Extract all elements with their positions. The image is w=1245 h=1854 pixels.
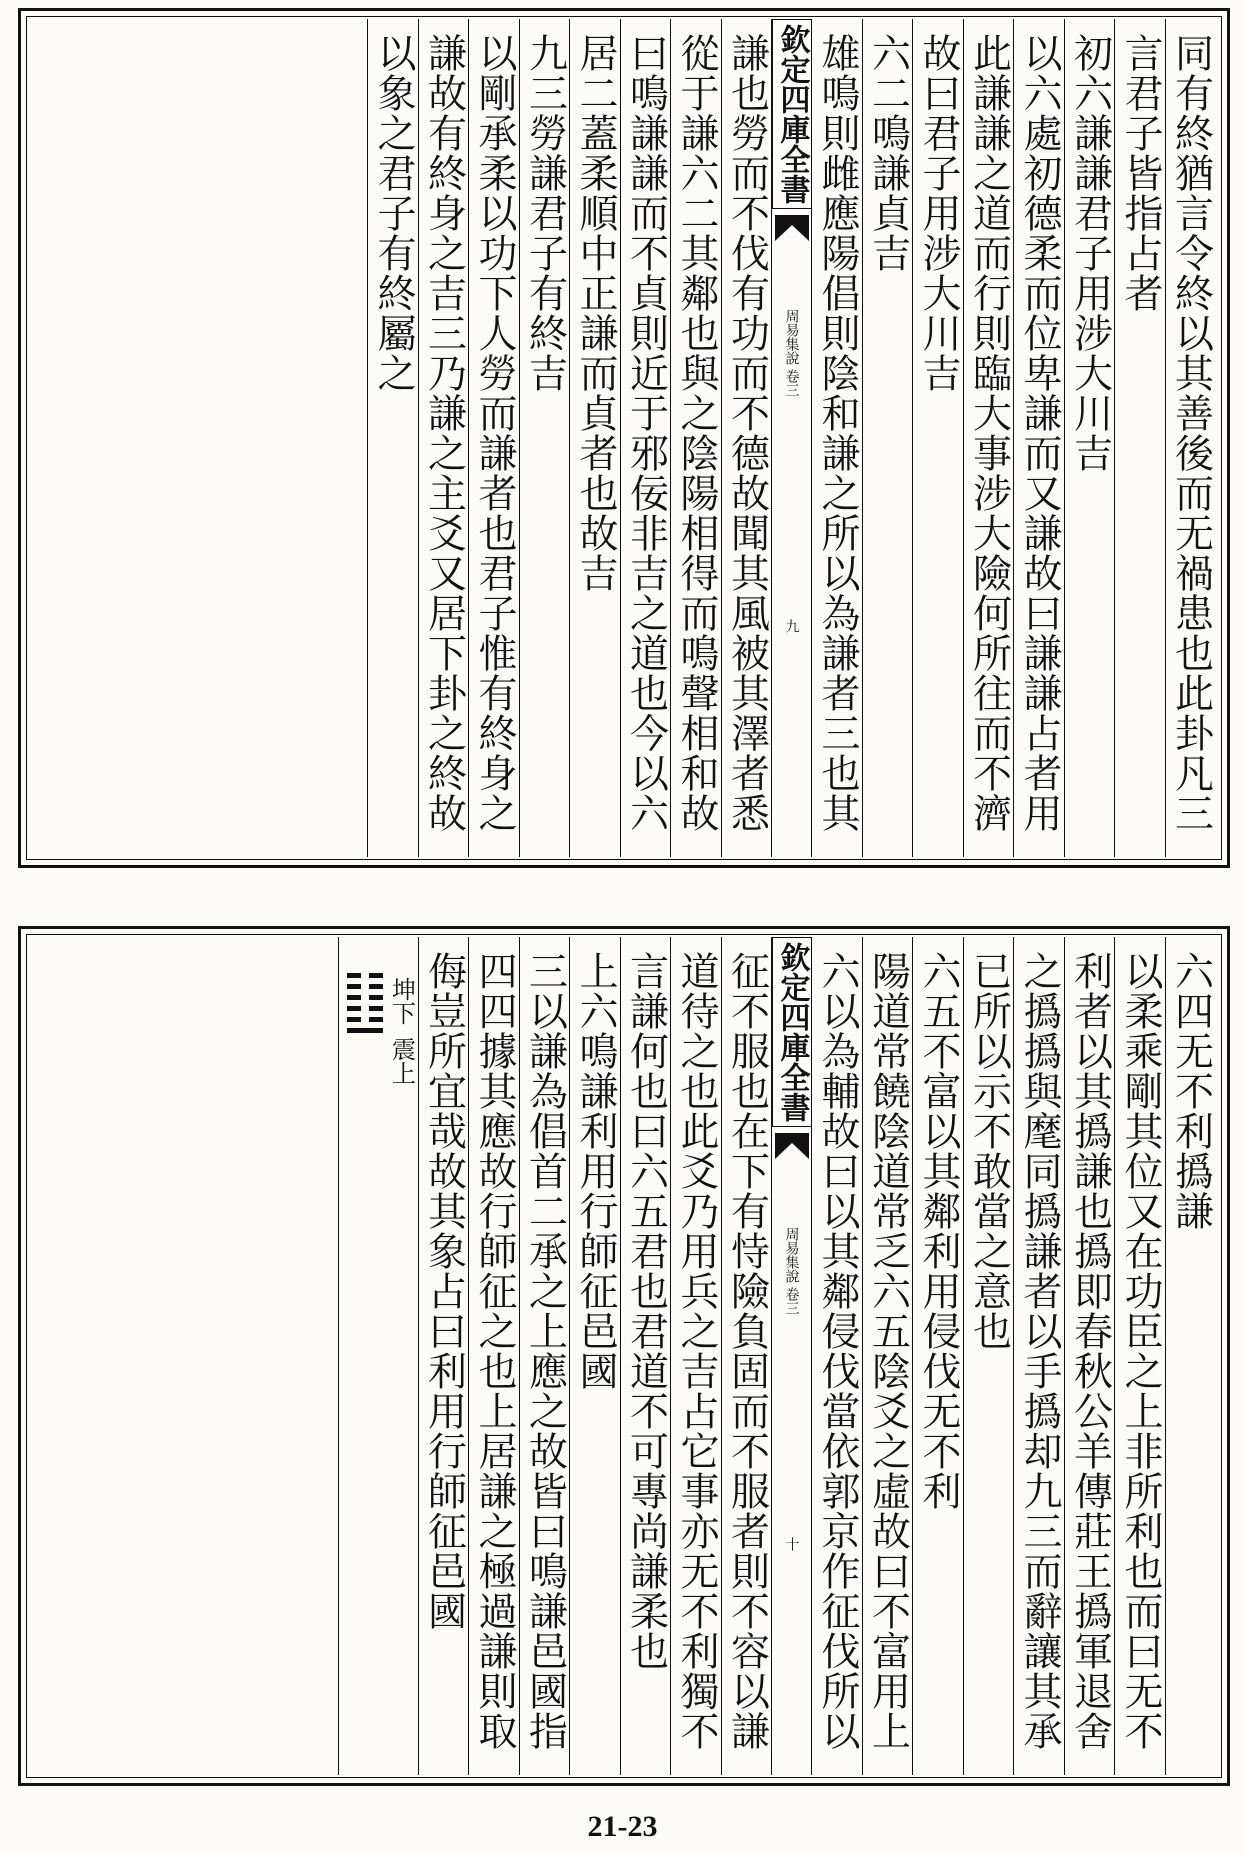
text-column [569,19,620,857]
juan-label: 卷三 [783,369,800,397]
text-column [862,19,913,857]
text-column [1013,19,1064,857]
column-text: 以象之君子有終屬之 [371,33,416,393]
page-number: 21-23 [587,1810,658,1843]
column-text: 六二鳴謙貞吉 [865,33,911,273]
column-text: 征不服也在下有恃險負固而不服者則不容以謙 [724,951,770,1751]
text-column [670,19,721,857]
bottom-page [18,926,1230,1786]
text-column [468,937,519,1775]
column-text: 之撝撝與麾同撝謙者以手撝却九三而辭讓其承 [1017,951,1062,1751]
column-text: 此謙謙之道而行則臨大事涉大險何所往而不濟 [966,33,1012,833]
column-text: 以剛承柔以功下人勞而謙者也君子惟有終身之 [472,33,517,833]
text-column [418,937,469,1775]
bottom-columns [338,937,1216,1775]
text-column [721,937,772,1775]
text-column [811,937,862,1775]
column-text: 六四无不利撝謙 [1168,951,1214,1231]
column-text: 四四據其應故行師征之也上居謙之極過謙則取 [472,951,517,1751]
column-text: 利者以其撝謙也撝即春秋公羊傳莊王撝軍退舍 [1067,951,1113,1751]
text-column [1064,937,1115,1775]
fish-tail-icon [775,1133,809,1167]
column-text: 言謙何也曰六五君也君道不可專尚謙柔也 [623,951,669,1671]
column-text: 同有終猶言令終以其善後而无禍患也此卦凡三 [1168,33,1214,833]
text-column [721,19,772,857]
folio-number: 十 [783,1537,800,1551]
column-text: 已所以示不敢當之意也 [966,951,1012,1351]
juan-label: 卷三 [783,1287,800,1315]
text-column [620,937,671,1775]
column-text: 居二蓋柔順中正謙而貞者也故吉 [573,33,618,593]
column-text: 上六鳴謙利用行師征邑國 [573,951,618,1391]
text-column [367,19,418,857]
trigram-lower-label: 坤下 [387,977,416,1025]
center-gutter [771,937,811,1775]
text-column [418,19,469,857]
hexagram-column [338,937,418,1775]
sub-title: 周易集說 [783,309,800,365]
center-gutter [771,19,811,857]
text-column [519,937,570,1775]
sub-title: 周易集說 [783,1227,800,1283]
fish-tail-icon [775,215,809,249]
text-column [519,19,570,857]
text-column [811,19,862,857]
folio-number: 九 [783,619,800,633]
top-columns [367,19,1215,857]
text-column [912,937,963,1775]
text-column [1013,937,1064,1775]
top-page [18,8,1230,868]
column-text: 謙故有終身之吉三乃謙之主爻又居下卦之終故 [421,33,467,833]
column-text: 陽道常饒陰道常乏六五陰爻之虛故曰不富用上 [865,951,911,1751]
column-text: 雄鳴則雌應陽倡則陰和謙之所以為謙者三也其 [815,33,860,833]
text-column [1165,19,1216,857]
gutter-subtitle [784,309,800,397]
gutter-subtitle [784,1227,800,1315]
column-text: 侮豈所宜哉故其象占曰利用行師征邑國 [421,951,467,1631]
text-column [620,19,671,857]
book-title: 欽定四庫全書 [772,19,812,209]
column-text: 故曰君子用涉大川吉 [916,33,961,393]
column-text: 從于謙六二其鄰也與之陰陽相得而鳴聲相和故 [674,33,719,833]
column-text: 六以為輔故曰以其鄰侵伐當依郭京作征伐所以 [815,951,860,1751]
column-text: 以柔乘剛其位又在功臣之上非所利也而曰无不 [1118,951,1163,1751]
hexagram-icon [347,967,383,1039]
column-text: 三以謙為倡首二承之上應之故皆曰鳴謙邑國指 [522,951,568,1751]
text-column [1114,937,1165,1775]
text-column [862,937,913,1775]
text-column [1064,19,1115,857]
text-column [670,937,721,1775]
column-text: 初六謙謙君子用涉大川吉 [1067,33,1113,473]
text-column [912,19,963,857]
text-column [1165,937,1216,1775]
column-text: 六五不富以其鄰利用侵伐无不利 [916,951,961,1511]
column-text: 曰鳴謙謙而不貞則近于邪佞非吉之道也今以六 [623,33,669,833]
text-column [569,937,620,1775]
text-column [963,937,1014,1775]
book-title: 欽定四庫全書 [772,937,812,1127]
column-text: 九三勞謙君子有終吉 [522,33,568,393]
column-text: 道待之也此爻乃用兵之吉占它事亦无不利獨不 [674,951,719,1751]
column-text: 以六處初德柔而位卑謙而又謙故曰謙謙占者用 [1017,33,1062,833]
text-column [963,19,1014,857]
text-column [1114,19,1165,857]
column-text: 言君子皆指占者 [1118,33,1163,313]
column-text: 謙也勞而不伐有功而不德故聞其風被其澤者悉 [724,33,770,833]
text-column [468,19,519,857]
trigram-upper-label: 震上 [387,1037,416,1085]
